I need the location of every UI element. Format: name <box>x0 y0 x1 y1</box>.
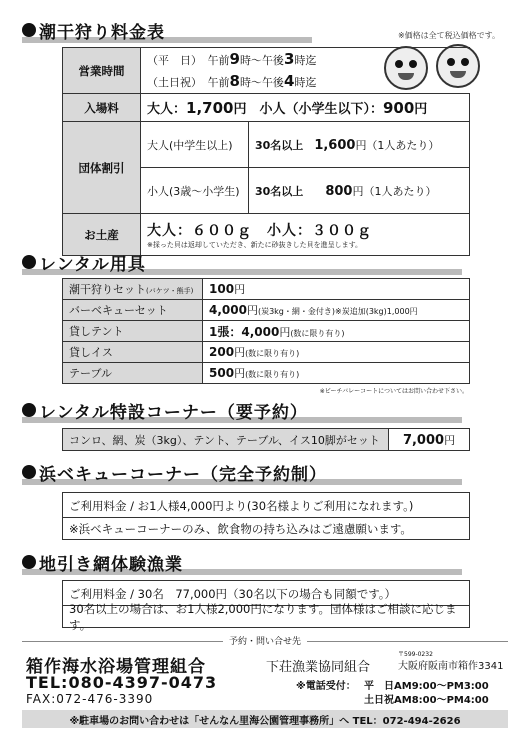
rental-price: 100円 <box>203 279 470 300</box>
phone-hours-weekday: 平 日AM9:00～PM3:00 <box>364 681 489 692</box>
hours-cell: （平 日） 午前9時～午後3時迄 （土日祝） 午前8時～午後4時迄 <box>141 48 470 94</box>
section-header-pricing <box>22 18 312 42</box>
special-rental-table <box>62 428 470 451</box>
rental-price: 200円(数に限り有り) <box>203 342 470 363</box>
rental-price: 1張：4,000円(数に限り有り) <box>203 321 470 342</box>
tel-number: TEL:080-4397-0473 <box>26 673 218 692</box>
rental-item: 貸しテント <box>63 321 203 342</box>
group-who-child: 小人(3歳～小学生) <box>141 168 249 214</box>
special-rental-price: 7,000円 <box>389 429 470 451</box>
pricing-table <box>62 47 470 256</box>
net-fishing-line: 30名以上の場合は、お1人様2,000円になります。団体様はご相談に応じます。 <box>69 602 457 632</box>
rental-footnote: ※ビーチバレーコートについてはお問い合わせ下さい。 <box>319 388 468 395</box>
phone-label: ※電話受付： <box>296 681 356 692</box>
souvenir-cell: 大人：６００ｇ 小人：３００ｇ ※採った貝は返却していただき、新たに砂抜きした貝を進呈します。 <box>141 214 470 256</box>
rental-item: バーベキューセット <box>63 300 203 321</box>
section-header-net-fishing <box>22 550 462 574</box>
fax-number: FAX:072-476-3390 <box>26 692 154 706</box>
rental-price: 4,000円(炭3kg・網・金付き)※炭追加(3kg)1,000円 <box>203 300 470 321</box>
group-price-child: 30名以上 800円（1人あたり） <box>249 168 470 214</box>
section-header-bbq <box>22 460 462 484</box>
rental-price: 500円(数に限り有り) <box>203 363 470 384</box>
org-name-1: 箱作海水浴場管理組合 <box>26 657 206 677</box>
bbq-line: ご利用料金 / お1人様4,000円より(30名様よりご利用になれます。) <box>69 499 414 513</box>
org-name-2: 下荘漁業協同組合 <box>266 660 371 675</box>
rental-item: 貸しイス <box>63 342 203 363</box>
address: 大阪府阪南市箱作3341 <box>398 661 504 672</box>
section-title: レンタル用具 <box>39 254 146 275</box>
bbq-line: ※浜ベキューコーナーのみ、飲食物の持ち込みはご遠慮願います。 <box>69 522 412 536</box>
section-title: 地引き網体験漁業 <box>39 554 183 575</box>
entry-label: 入場料 <box>63 94 141 122</box>
souvenir-label: お土産 <box>63 214 141 256</box>
contact-header: 予約・問い合せ先 <box>0 634 530 647</box>
rental-item: 潮干狩りセット(バケツ・熊手) <box>63 279 203 300</box>
net-fishing-box <box>62 580 470 632</box>
postal-code: 〒599-0232 <box>398 651 433 658</box>
section-title: 浜ベキューコーナー（完全予約制） <box>39 464 327 485</box>
section-header-rental <box>22 250 462 274</box>
bullet-icon <box>22 403 36 417</box>
section-title: レンタル特設コーナー（要予約） <box>39 402 308 423</box>
group-who-adult: 大人(中学生以上) <box>141 122 249 168</box>
section-title: 潮干狩り料金表 <box>39 22 165 43</box>
bullet-icon <box>22 555 36 569</box>
rental-item: テーブル <box>63 363 203 384</box>
bullet-icon <box>22 465 36 479</box>
hours-label: 営業時間 <box>63 48 141 94</box>
net-fishing-line: ご利用料金 / 30名 77,000円（30名以下の場合も同額です。） <box>69 587 397 601</box>
bullet-icon <box>22 255 36 269</box>
section-header-special-rental <box>22 398 462 422</box>
entry-cell: 大人：1,700円 小人（小学生以下）：900円 <box>141 94 470 122</box>
bullet-icon <box>22 23 36 37</box>
group-price-adult: 30名以上 1,600円（1人あたり） <box>249 122 470 168</box>
parking-note: ※駐車場のお問い合わせは「せんなん里海公園管理事務所」へ TEL：072-494-2626 <box>69 715 461 727</box>
group-label: 団体割引 <box>63 122 141 214</box>
bbq-box <box>62 492 470 540</box>
tax-note: ※価格は全て税込価格です。 <box>397 31 500 40</box>
special-rental-desc: コンロ、網、炭（3kg）、テント、テーブル、イス10脚がセット <box>63 429 389 451</box>
phone-hours-weekend: 土日祝AM8:00～PM4:00 <box>364 695 489 706</box>
rental-table <box>62 278 470 384</box>
parking-bar <box>22 710 508 728</box>
